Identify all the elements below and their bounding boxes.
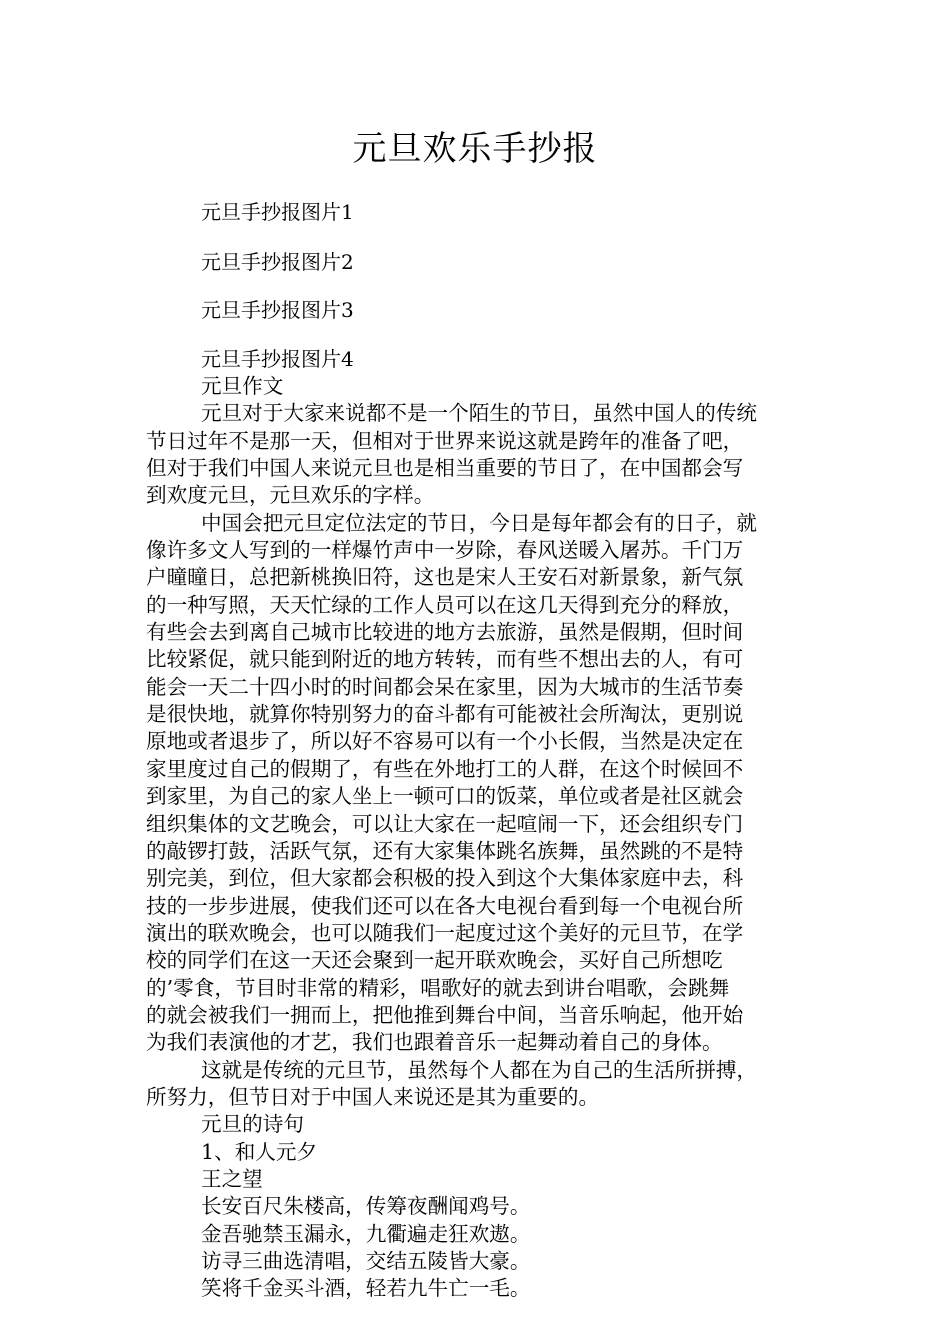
paragraph-line: 的就会被我们一拥而上，把他推到舞台中间，当音乐响起，他开始 [146,1002,744,1027]
paragraph-line: 像许多文人写到的一样爆竹声中一岁除，春风送暖入屠苏。千门万 [146,538,744,563]
paragraph-line: 的’零食，节目时非常的精彩，唱歌好的就去到讲台唱歌，会跳舞 [146,975,730,1000]
poem-line: 金吾驰禁玉漏永，九衢遍走狂欢遨。 [201,1221,531,1246]
paragraph-line: 节日过年不是那一天，但相对于世界来说这就是跨年的准备了吧， [146,428,744,453]
paragraph-line: 到家里，为自己的家人坐上一顿可口的饭菜，单位或者是社区就会 [146,784,744,809]
paragraph-line: 组织集体的文艺晚会，可以让大家在一起喧闹一下，还会组织专门 [146,811,744,836]
paragraph-line: 到欢度元旦，元旦欢乐的字样。 [146,483,435,508]
document-title: 元旦欢乐手抄报 [352,129,598,169]
paragraph-line: 中国会把元旦定位法定的节日，今日是每年都会有的日子，就 [201,510,758,535]
poem-author: 王之望 [201,1166,263,1191]
section-heading-poems: 元旦的诗句 [201,1112,304,1137]
paragraph-line: 所努力，但节日对于中国人来说还是其为重要的。 [146,1084,600,1109]
paragraph-line: 能会一天二十四小时的时间都会呆在家里，因为大城市的生活节奏 [146,674,744,699]
document-body [146,373,810,1303]
paragraph-line: 这就是传统的元旦节，虽然每个人都在为自己的生活所拼搏， [201,1057,758,1082]
paragraph-line: 元旦对于大家来说都不是一个陌生的节日，虽然中国人的传统 [201,401,758,426]
paragraph-line: 但对于我们中国人来说元旦也是相当重要的节日了，在中国都会写 [146,456,744,481]
paragraph-line: 的一种写照，天天忙绿的工作人员可以在这几天得到充分的释放， [146,592,744,617]
paragraph-line: 户曈曈日，总把新桃换旧符，这也是宋人王安石对新景象，新气氛 [146,565,744,590]
paragraph-line: 技的一步步进展，使我们还可以在各大电视台看到每一个电视台所 [146,893,744,918]
image-caption-3: 元旦手抄报图片3 [201,298,354,322]
paragraph-line: 是很快地，就算你特别努力的奋斗都有可能被社会所淘汰，更别说 [146,702,744,727]
poem-title: 1、和人元夕 [201,1139,318,1164]
paragraph-line: 有些会去到离自己城市比较进的地方去旅游，虽然是假期，但时间 [146,620,744,645]
paragraph-line: 演出的联欢晚会，也可以随我们一起度过这个美好的元旦节，在学 [146,920,744,945]
paragraph-line: 比较紧促，就只能到附近的地方转转，而有些不想出去的人，有可 [146,647,744,672]
poem-line: 访寻三曲选清唱，交结五陵皆大豪。 [201,1249,531,1273]
section-heading-essay: 元旦作文 [201,374,284,398]
paragraph-line: 原地或者退步了，所以好不容易可以有一个小长假，当然是决定在 [146,729,744,754]
paragraph-line: 别完美，到位，但大家都会积极的投入到这个大集体家庭中去，科 [146,866,744,891]
paragraph-line: 的敲锣打鼓，活跃气氛，还有大家集体跳名族舞，虽然跳的不是特 [146,838,744,863]
poem-line: 笑将千金买斗酒，轻若九牛亡一毛。 [201,1276,531,1301]
paragraph-line: 为我们表演他的才艺，我们也跟着音乐一起舞动着自己的身体。 [146,1030,723,1055]
paragraph-line: 校的同学们在这一天还会聚到一起开联欢晚会，买好自己所想吃 [146,948,723,973]
poem-line: 长安百尺朱楼高，传筹夜酬闻鸡号。 [201,1194,531,1219]
image-caption-2: 元旦手抄报图片2 [201,250,354,274]
paragraph-line: 家里度过自己的假期了，有些在外地打工的人群，在这个时候回不 [146,756,744,781]
image-caption-1: 元旦手抄报图片1 [201,200,354,224]
image-caption-4: 元旦手抄报图片4 [201,347,354,371]
